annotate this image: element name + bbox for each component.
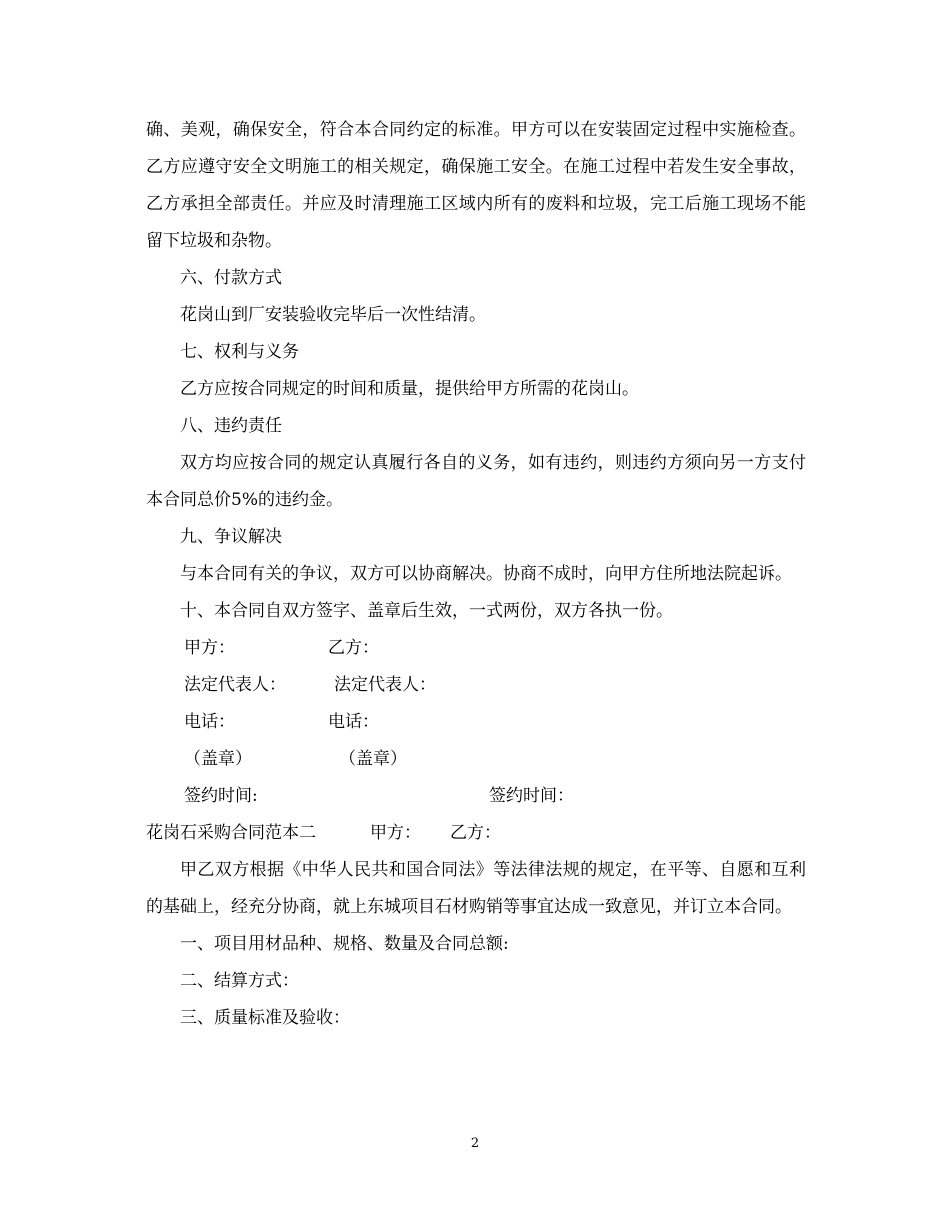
date-b-label: 签约时间： (489, 786, 574, 806)
signature-phone-row (146, 704, 806, 741)
second-party-b-label: 乙方： (450, 823, 501, 843)
second-item-one: 一、项目用材品种、规格、数量及合同总额: (180, 934, 509, 954)
date-a-label: 签约时间: (184, 786, 258, 806)
clause-seven-heading: 七、权利与义务 (180, 342, 299, 362)
second-contract-title: 花岗石采购合同范本二 (146, 823, 316, 843)
seal-b-label: （盖章） (339, 749, 407, 769)
signature-seal-row (146, 741, 806, 778)
phone-a-label: 电话： (184, 712, 235, 732)
clause-eight-heading: 八、违约责任 (180, 416, 282, 436)
clause-ten-heading: 十、本合同自双方签字、盖章后生效，一式两份，双方各执一份。 (180, 601, 673, 621)
second-party-a-label: 甲方： (370, 823, 421, 843)
clause-seven-text: 乙方应按合同规定的时间和质量，提供给甲方所需的花岗山。 (180, 379, 639, 399)
signature-representative-row (146, 667, 806, 704)
clause-nine-text: 与本合同有关的争议，双方可以协商解决。协商不成时，向甲方住所地法院起诉。 (180, 564, 792, 584)
page-number: 2 (470, 1136, 480, 1151)
signature-date-row (146, 778, 806, 815)
second-item-two: 二、结算方式： (180, 971, 299, 991)
clause-five-continuation: 确、美观，确保安全，符合本合同约定的标准。甲方可以在安装固定过程中实施检查。乙方应遵守安全文明施工的相关规定，确保施工安全。在施工过程中若发生安全事故，乙方承担全部责任。并应及时清理施工区域内所有的废料和垃圾，完工后施工现场不能留下垃圾和杂物。 (146, 120, 806, 251)
document-body (146, 112, 806, 1037)
representative-a-label: 法定代表人： (184, 675, 286, 695)
seal-a-label: （盖章） (184, 749, 252, 769)
clause-eight-text: 双方均应按合同的规定认真履行各自的义务，如有违约，则违约方须向另一方支付本合同总价5%的违约金。 (146, 453, 806, 510)
second-contract-title-row (146, 815, 806, 852)
party-b-label: 乙方： (328, 638, 379, 658)
second-item-three: 三、质量标准及验收： (180, 1008, 350, 1028)
clause-nine-heading: 九、争议解决 (180, 527, 282, 547)
phone-b-label: 电话： (328, 712, 379, 732)
second-contract-intro: 甲乙双方根据《中华人民共和国合同法》等法律法规的规定，在平等、自愿和互利的基础上，经充分协商，就上东城项目石材购销等事宜达成一致意见，并订立本合同。 (146, 860, 806, 917)
representative-b-label: 法定代表人： (334, 675, 436, 695)
clause-six-heading: 六、付款方式 (180, 268, 282, 288)
clause-six-text: 花岗山到厂安装验收完毕后一次性结清。 (180, 305, 486, 325)
party-a-label: 甲方： (184, 638, 235, 658)
signature-party-row (146, 630, 806, 667)
